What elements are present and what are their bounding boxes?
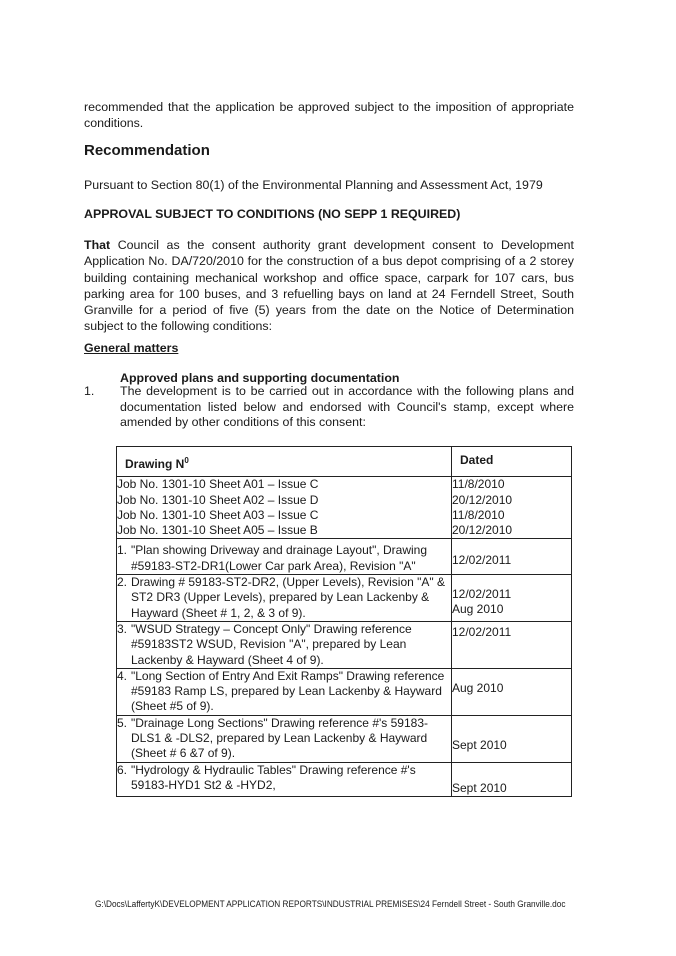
pursuant-paragraph: Pursuant to Section 80(1) of the Environmental Planning and Assessment Act, 1979	[84, 178, 543, 192]
item-number: 4.	[117, 668, 128, 683]
dated-line: 12/02/2011	[452, 553, 512, 568]
drawing-text: Drawing # 59183-ST2-DR2, (Upper Levels), Revision "A" & ST2 DR3 (Upper Levels), prepared by Lean Lackenby & Hayward (Sheet # 1, 2, & 3 of 9).	[131, 575, 445, 620]
item-number: 5.	[117, 715, 128, 730]
consent-paragraph	[84, 237, 574, 335]
dated-cell	[452, 668, 572, 715]
condition-1-title: Approved plans and supporting documentation	[120, 371, 400, 385]
drawing-line: Job No. 1301-10 Sheet A03 – Issue C	[117, 507, 319, 522]
dated-cell	[452, 477, 572, 539]
table-row	[117, 762, 572, 796]
table-row	[117, 539, 572, 575]
dated-line: 11/8/2010	[452, 507, 505, 522]
table-row	[117, 668, 572, 715]
drawing-text: "Drainage Long Sections" Drawing reference #'s 59183-DLS1 & -DLS2, prepared by Lean Lackenby & Hayward (Sheet # 6 &7 of 9).	[131, 715, 428, 761]
item-number: 6.	[117, 762, 128, 777]
dated-cell	[452, 715, 572, 762]
general-matters-heading: General matters	[84, 341, 179, 355]
item-number: 1.	[117, 543, 128, 558]
dated-cell	[452, 621, 572, 668]
consent-lead: That	[84, 238, 111, 252]
dated-line: 20/12/2010	[452, 492, 513, 507]
table-row	[117, 621, 572, 668]
table-row	[117, 575, 572, 622]
drawing-line: Job No. 1301-10 Sheet A02 – Issue D	[117, 492, 319, 507]
dated-cell	[452, 762, 572, 796]
drawing-cell	[117, 668, 452, 715]
dated-line: 12/02/2011	[452, 587, 512, 602]
dated-line: 12/02/2011	[452, 624, 512, 639]
dated-cell	[452, 575, 572, 622]
header-drawing	[117, 447, 452, 477]
drawing-cell	[117, 477, 452, 539]
drawing-text: "Plan showing Driveway and drainage Layout", Drawing #59183-ST2-DR1(Lower Car park Area), Revision "A"	[131, 543, 428, 573]
dated-cell	[452, 539, 572, 575]
item-number: 2.	[117, 575, 128, 590]
dated-line: Sept 2010	[452, 780, 507, 795]
drawing-cell	[117, 715, 452, 762]
dated-line: 11/8/2010	[452, 477, 505, 492]
drawing-text: "Long Section of Entry And Exit Ramps" Drawing reference #59183 Ramp LS, prepared by Lean Lackenby & Hayward (Sheet #5 of 9).	[131, 668, 445, 714]
dated-line: Aug 2010	[452, 680, 504, 695]
table-row	[117, 477, 572, 539]
recommendation-heading: Recommendation	[84, 142, 210, 159]
drawing-cell	[117, 539, 452, 575]
approval-heading: APPROVAL SUBJECT TO CONDITIONS (NO SEPP 1 REQUIRED)	[84, 207, 461, 221]
dated-line: 20/12/2010	[452, 523, 513, 538]
drawing-line: Job No. 1301-10 Sheet A05 – Issue B	[117, 523, 318, 538]
drawing-text: "WSUD Strategy – Concept Only" Drawing reference #59183ST2 WSUD, Revision "A", prepared by Lean Lackenby & Hayward (Sheet 4 of 9).	[131, 621, 412, 667]
consent-text: Council as the consent authority grant development consent to Development Application No. DA/720/2010 for the construction of a bus depot comprising of a 2 storey building containing mechanical workshop and office space, carpark for 107 cars, bus parking area for 100 buses, and 3 refuelling bays on land at 24 Ferndell Street, South Granville for a period of five (5) years from the date on the Notice of Determination subject to the following conditions:	[84, 238, 574, 334]
item-number: 3.	[117, 621, 128, 636]
drawing-cell	[117, 621, 452, 668]
header-dated: Dated	[452, 447, 572, 477]
header-drawing-label: Drawing N	[125, 457, 185, 471]
table-row	[117, 715, 572, 762]
dated-line: Sept 2010	[452, 737, 507, 752]
drawing-line: Job No. 1301-10 Sheet A01 – Issue C	[117, 477, 319, 492]
drawing-cell	[117, 762, 452, 796]
header-drawing-sup: 0	[184, 456, 189, 465]
condition-1-text: The development is to be carried out in accordance with the following plans and documentation listed below and endorsed with Council's stamp, except where amended by other conditions of this consent:	[120, 384, 574, 430]
footer-file-path: G:\Docs\LaffertyK\DEVELOPMENT APPLICATION REPORTS\INDUSTRIAL PREMISES\24 Ferndell Street - South Granville.doc	[95, 899, 566, 910]
condition-1-number: 1.	[84, 384, 95, 398]
approved-plans-table	[116, 446, 572, 797]
table-header-row	[117, 447, 572, 477]
drawing-text: "Hydrology & Hydraulic Tables" Drawing reference #'s 59183-HYD1 St2 & -HYD2,	[131, 762, 416, 792]
dated-line: Aug 2010	[452, 602, 504, 617]
intro-paragraph: recommended that the application be approved subject to the imposition of appropriate conditions.	[84, 100, 574, 131]
drawing-cell	[117, 575, 452, 622]
